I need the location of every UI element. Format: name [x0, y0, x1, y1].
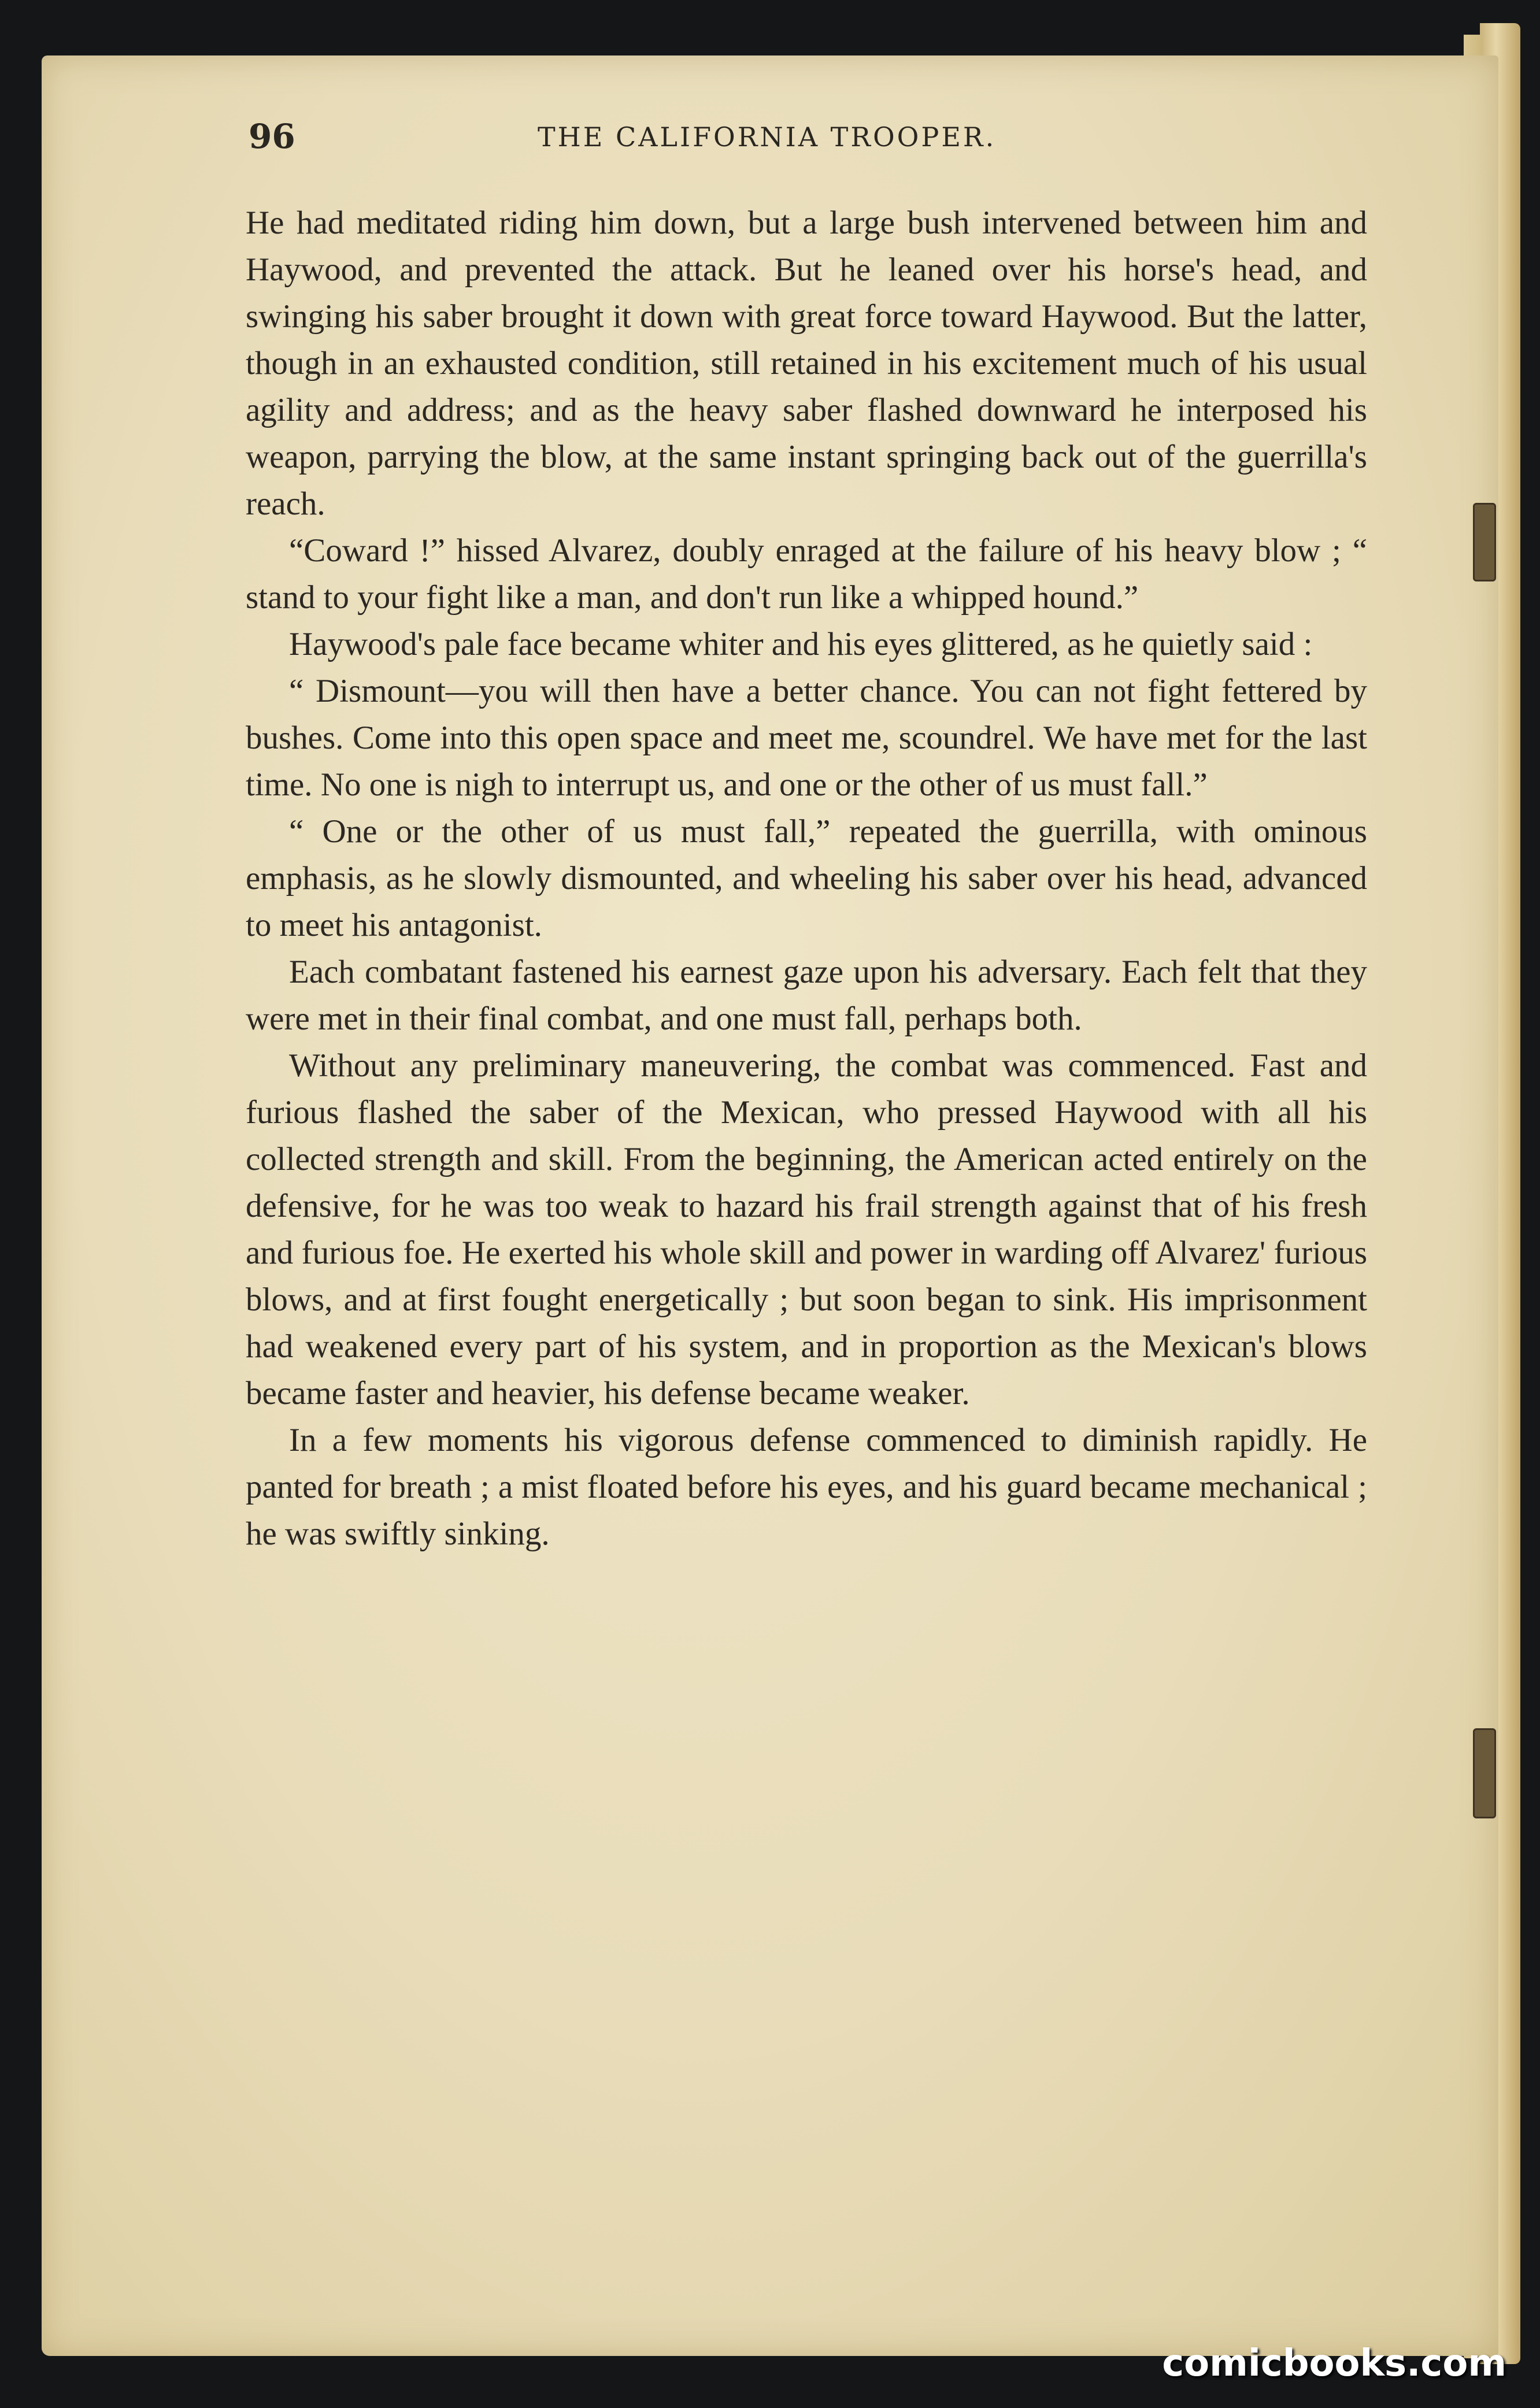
text-body — [246, 199, 1367, 1557]
page-number: 96 — [249, 117, 295, 156]
paragraph: “ One or the other of us must fall,” repeated the guerrilla, with ominous emphasis, as he slowly dismounted, and wheeling his saber over his head, advanced to meet his antagonist. — [246, 813, 1367, 943]
paragraph: He had meditated riding him down, but a large bush intervened between him and Haywood, and prevented the attack. But he leaned over his horse's head, and swinging his saber brought it down with great force toward Haywood. But the latter, though in an exhausted condition, still retained in his excitement much of his usual agility and address; and as the heavy saber flashed downward he interposed his weapon, parrying the blow, at the same instant springing back out of the guerrilla's reach. — [246, 205, 1367, 522]
staple-bottom — [1473, 1728, 1496, 1818]
page-header — [249, 117, 1347, 157]
running-title: THE CALIFORNIA TROOPER. — [538, 121, 997, 153]
paragraph: “ Dismount—you will then have a better chance. You can not fight fettered by bushes. Come into this open space and meet me, scoundrel. We have met for the last time. No one is nigh to interrupt us, and one or the other of us must fall.” — [246, 673, 1367, 803]
paragraph: Without any preliminary maneuvering, the combat was commenced. Fast and furious flashed the saber of the Mexican, who pressed Haywood with all his collected strength and skill. From the beginning, the American acted entirely on the defensive, for he was too weak to hazard his frail strength against that of his fresh and furious foe. He exerted his whole skill and power in warding off Alvarez' furious blows, and at first fought energetically ; but soon began to sink. His imprisonment had weakened every part of his system, and in proportion as the Mexican's blows became faster and heavier, his defense became weaker. — [246, 1047, 1367, 1412]
paragraph: “Coward !” hissed Alvarez, doubly enraged at the failure of his heavy blow ; “ stand to your fight like a man, and don't run like a whipped hound.” — [246, 532, 1367, 616]
paragraph: Haywood's pale face became whiter and his eyes glittered, as he quietly said : — [289, 626, 1313, 662]
paragraph: In a few moments his vigorous defense commenced to diminish rapidly. He panted for breath ; a mist floated before his eyes, and his guard became mechanical ; he was swiftly sinking. — [246, 1422, 1367, 1552]
paragraph: Each combatant fastened his earnest gaze upon his adversary. Each felt that they were met in their final combat, and one must fall, perhaps both. — [246, 954, 1367, 1037]
watermark: comicbooks.com — [1162, 2342, 1506, 2385]
staple-top — [1473, 503, 1496, 581]
